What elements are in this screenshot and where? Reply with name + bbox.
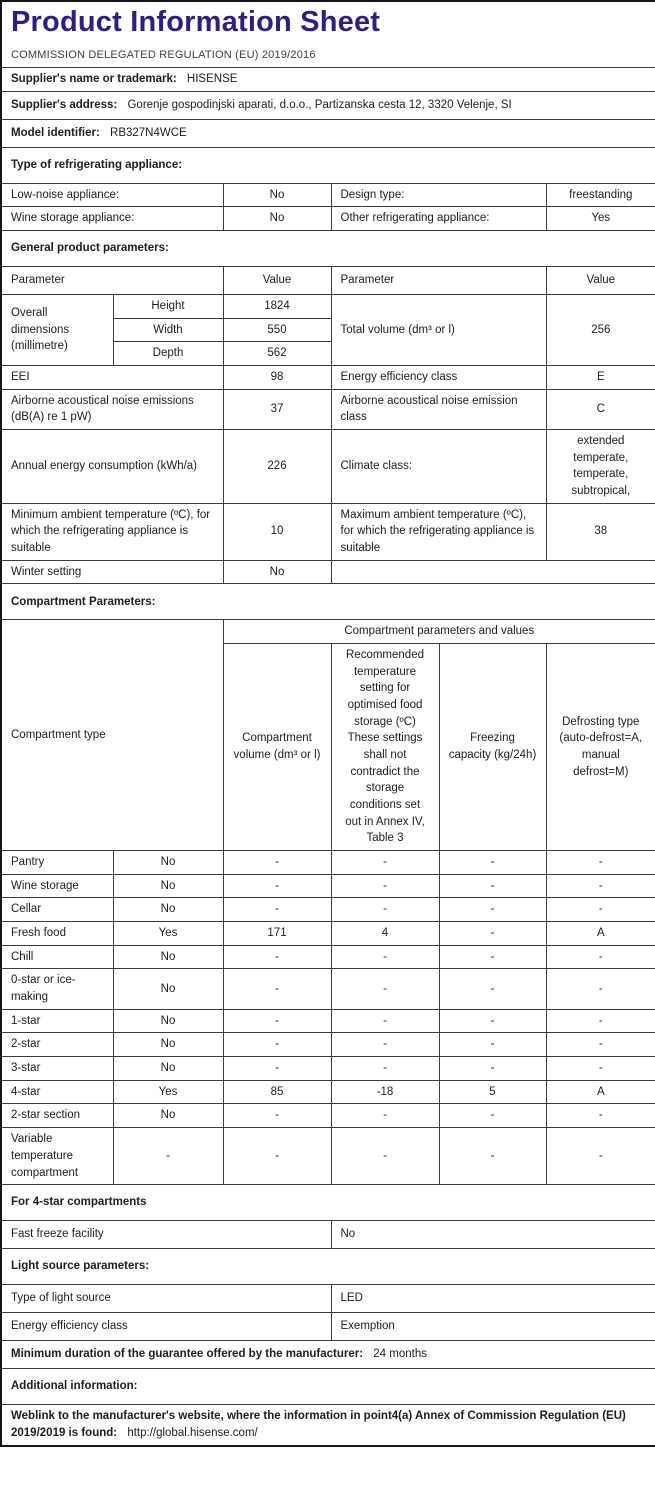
- four-star-heading: For 4-star compartments: [1, 1185, 655, 1221]
- light-section-heading-row: [1, 1249, 655, 1285]
- compartment-present: No: [113, 1104, 223, 1128]
- general-section-heading: General product parameters:: [1, 230, 655, 266]
- column-header-row: [1, 266, 655, 294]
- compartment-present: No: [113, 1009, 223, 1033]
- table-row: [1, 429, 655, 503]
- compartment-row: [1, 1128, 655, 1185]
- compartment-row: [1, 1009, 655, 1033]
- compartment-present: Yes: [113, 1080, 223, 1104]
- fast-freeze-row: [1, 1221, 655, 1249]
- light-section-heading: Light source parameters:: [1, 1249, 655, 1285]
- compartment-defrost: A: [546, 1080, 655, 1104]
- param-value: No: [331, 1221, 655, 1249]
- compartment-type: Wine storage: [1, 874, 113, 898]
- dimensions-row: [1, 294, 655, 318]
- param-value: freestanding: [546, 183, 655, 207]
- compartment-freeze: -: [439, 945, 546, 969]
- compartment-present: -: [113, 1128, 223, 1185]
- compartment-row: [1, 874, 655, 898]
- param-label: Minimum ambient temperature (ºC), for which the refrigerating appliance is suitable: [1, 503, 223, 560]
- compartment-type: Variable temperature compartment: [1, 1128, 113, 1185]
- dimension-value: 550: [223, 318, 331, 342]
- weblink-label: Weblink to the manufacturer's website, where the information in point4(a) Annex of Commission Regulation (EU) 2019/2019 is found:: [11, 1410, 626, 1439]
- compartment-volume: 171: [223, 922, 331, 946]
- compartment-row: [1, 1033, 655, 1057]
- param-label: Airborne acoustical noise emissions (dB(A) re 1 pW): [1, 389, 223, 429]
- compartment-present: No: [113, 851, 223, 875]
- total-volume-label: Total volume (dm³ or l): [331, 294, 546, 365]
- compartment-row: [1, 851, 655, 875]
- compartment-volume: -: [223, 851, 331, 875]
- page-title: Product Information Sheet: [11, 6, 381, 38]
- param-label: Energy efficiency class: [331, 365, 546, 389]
- compartment-row: [1, 945, 655, 969]
- param-value: 98: [223, 365, 331, 389]
- compartment-volume: -: [223, 1104, 331, 1128]
- compartment-defrost: A: [546, 922, 655, 946]
- compartment-volume: -: [223, 969, 331, 1009]
- model-identifier-label: Model identifier:: [11, 126, 100, 139]
- compartment-row: [1, 898, 655, 922]
- supplier-name-value: HISENSE: [186, 72, 238, 85]
- compartment-temp: -: [331, 874, 439, 898]
- column-header-value: Value: [223, 266, 331, 294]
- column-header-parameter: Parameter: [1, 266, 223, 294]
- general-section-heading-row: [1, 230, 655, 266]
- param-value: 37: [223, 389, 331, 429]
- guarantee-row: [1, 1341, 655, 1369]
- param-value: LED: [331, 1285, 655, 1313]
- four-star-heading-row: [1, 1185, 655, 1221]
- compartment-defrost: -: [546, 1033, 655, 1057]
- compartment-temp: 4: [331, 922, 439, 946]
- param-label: Energy efficiency class: [1, 1313, 331, 1341]
- dimension-value: 562: [223, 342, 331, 366]
- compartment-group-header: Compartment parameters and values: [223, 620, 655, 644]
- param-value: No: [223, 560, 331, 584]
- compartment-present: No: [113, 969, 223, 1009]
- compartment-freeze: -: [439, 1009, 546, 1033]
- model-identifier-row: [1, 119, 655, 147]
- compartment-volume: -: [223, 1033, 331, 1057]
- compartment-type: 4-star: [1, 1080, 113, 1104]
- compartment-volume: -: [223, 1057, 331, 1081]
- param-label: Design type:: [331, 183, 546, 207]
- compartment-temp: -: [331, 1033, 439, 1057]
- compartment-type: 0-star or ice-making: [1, 969, 113, 1009]
- compartment-freeze: -: [439, 922, 546, 946]
- compartment-temp: -: [331, 1057, 439, 1081]
- table-row: [1, 207, 655, 231]
- compartment-section-heading: Compartment Parameters:: [1, 584, 655, 620]
- light-source-type-row: [1, 1285, 655, 1313]
- column-header-value: Value: [546, 266, 655, 294]
- compartment-defrost: -: [546, 898, 655, 922]
- weblink-url: http://global.hisense.com/: [127, 1426, 258, 1439]
- supplier-address-value: Gorenje gospodinjski aparati, d.o.o., Partizanska cesta 12, 3320 Velenje, SI: [127, 98, 512, 111]
- compartment-temp: -: [331, 945, 439, 969]
- param-label: Other refrigerating appliance:: [331, 207, 546, 231]
- param-value: Exemption: [331, 1313, 655, 1341]
- light-efficiency-row: [1, 1313, 655, 1341]
- climate-class-value: extended temperate, temperate, subtropical,: [546, 429, 655, 503]
- weblink-row: [1, 1405, 655, 1446]
- param-value: 10: [223, 503, 331, 560]
- compartment-section-heading-row: [1, 584, 655, 620]
- compartment-freeze: -: [439, 1057, 546, 1081]
- compartment-freeze: -: [439, 851, 546, 875]
- compartment-defrost: -: [546, 1057, 655, 1081]
- compartment-freeze: -: [439, 898, 546, 922]
- supplier-name-label: Supplier's name or trademark:: [11, 72, 177, 85]
- table-row: [1, 365, 655, 389]
- winter-setting-row: [1, 560, 655, 584]
- param-value: E: [546, 365, 655, 389]
- compartment-freeze: -: [439, 1104, 546, 1128]
- param-label: EEI: [1, 365, 223, 389]
- param-label: Fast freeze facility: [1, 1221, 331, 1249]
- compartment-row: [1, 1080, 655, 1104]
- param-label: Type of light source: [1, 1285, 331, 1313]
- param-label: Maximum ambient temperature (ºC), for which the refrigerating appliance is suitable: [331, 503, 546, 560]
- compartment-freeze: -: [439, 1128, 546, 1185]
- compartment-type: 2-star section: [1, 1104, 113, 1128]
- compartment-defrost: -: [546, 945, 655, 969]
- table-row: [1, 389, 655, 429]
- compartment-type: Cellar: [1, 898, 113, 922]
- additional-info-heading-row: [1, 1369, 655, 1405]
- guarantee-label: Minimum duration of the guarantee offered by the manufacturer:: [11, 1348, 364, 1361]
- dimension-value: 1824: [223, 294, 331, 318]
- column-header-temperature: Recommended temperature setting for optimised food storage (ºC) These settings shall not contradict the storage conditions set out in Annex IV, Table 3: [331, 644, 439, 851]
- param-label: Airborne acoustical noise emission class: [331, 389, 546, 429]
- compartment-temp: -: [331, 851, 439, 875]
- compartment-temp: -: [331, 969, 439, 1009]
- compartment-type: 2-star: [1, 1033, 113, 1057]
- additional-info-heading: Additional information:: [1, 1369, 655, 1405]
- param-value: No: [223, 207, 331, 231]
- compartment-type: 3-star: [1, 1057, 113, 1081]
- param-value: 38: [546, 503, 655, 560]
- compartment-present: No: [113, 945, 223, 969]
- compartment-type: Fresh food: [1, 922, 113, 946]
- param-value: Yes: [546, 207, 655, 231]
- compartment-defrost: -: [546, 1104, 655, 1128]
- compartment-present: Yes: [113, 922, 223, 946]
- param-label: Low-noise appliance:: [1, 183, 223, 207]
- column-header-freezing: Freezing capacity (kg/24h): [439, 644, 546, 851]
- param-value: No: [223, 183, 331, 207]
- compartment-row: [1, 922, 655, 946]
- compartment-freeze: 5: [439, 1080, 546, 1104]
- dimension-name: Depth: [113, 342, 223, 366]
- column-header-defrosting: Defrosting type (auto-defrost=A, manual defrost=M): [546, 644, 655, 851]
- compartment-defrost: -: [546, 969, 655, 1009]
- supplier-address-row: [1, 91, 655, 119]
- compartment-volume: -: [223, 1009, 331, 1033]
- guarantee-value: 24 months: [373, 1348, 427, 1361]
- compartment-present: No: [113, 1057, 223, 1081]
- param-value: C: [546, 389, 655, 429]
- regulation-subtitle: COMMISSION DELEGATED REGULATION (EU) 2019/2016: [11, 49, 316, 61]
- header-row: [1, 1, 655, 67]
- compartment-present: No: [113, 874, 223, 898]
- compartment-row: [1, 1057, 655, 1081]
- supplier-name-row: [1, 67, 655, 91]
- compartment-volume: 85: [223, 1080, 331, 1104]
- param-label: Winter setting: [1, 560, 223, 584]
- compartment-row: [1, 969, 655, 1009]
- total-volume-value: 256: [546, 294, 655, 365]
- compartment-volume: -: [223, 1128, 331, 1185]
- compartment-temp: -: [331, 898, 439, 922]
- compartment-volume: -: [223, 874, 331, 898]
- compartment-freeze: -: [439, 1033, 546, 1057]
- column-header-parameter: Parameter: [331, 266, 546, 294]
- compartment-type: 1-star: [1, 1009, 113, 1033]
- dimensions-label: Overall dimensions (millimetre): [1, 294, 113, 365]
- compartment-type: Pantry: [1, 851, 113, 875]
- compartment-volume: -: [223, 898, 331, 922]
- compartment-freeze: -: [439, 969, 546, 1009]
- compartment-present: No: [113, 898, 223, 922]
- compartment-defrost: -: [546, 874, 655, 898]
- compartment-type-header: Compartment type: [1, 620, 223, 851]
- compartment-type: Chill: [1, 945, 113, 969]
- dimension-name: Width: [113, 318, 223, 342]
- param-label: Wine storage appliance:: [1, 207, 223, 231]
- table-row: [1, 183, 655, 207]
- param-label: Annual energy consumption (kWh/a): [1, 429, 223, 503]
- compartment-temp: -18: [331, 1080, 439, 1104]
- supplier-address-label: Supplier's address:: [11, 98, 118, 111]
- param-label: Climate class:: [331, 429, 546, 503]
- dimension-name: Height: [113, 294, 223, 318]
- compartment-defrost: -: [546, 851, 655, 875]
- table-row: [1, 503, 655, 560]
- compartment-present: No: [113, 1033, 223, 1057]
- type-section-heading: Type of refrigerating appliance:: [1, 147, 655, 183]
- empty-cell: [331, 560, 655, 584]
- compartment-temp: -: [331, 1104, 439, 1128]
- compartment-freeze: -: [439, 874, 546, 898]
- model-identifier-value: RB327N4WCE: [110, 126, 187, 139]
- compartment-defrost: -: [546, 1128, 655, 1185]
- column-header-volume: Compartment volume (dm³ or l): [223, 644, 331, 851]
- compartment-volume: -: [223, 945, 331, 969]
- compartment-row: [1, 1104, 655, 1128]
- param-value: 226: [223, 429, 331, 503]
- compartment-group-header-row: [1, 620, 655, 644]
- compartment-temp: -: [331, 1009, 439, 1033]
- type-section-heading-row: [1, 147, 655, 183]
- compartment-defrost: -: [546, 1009, 655, 1033]
- compartment-temp: -: [331, 1128, 439, 1185]
